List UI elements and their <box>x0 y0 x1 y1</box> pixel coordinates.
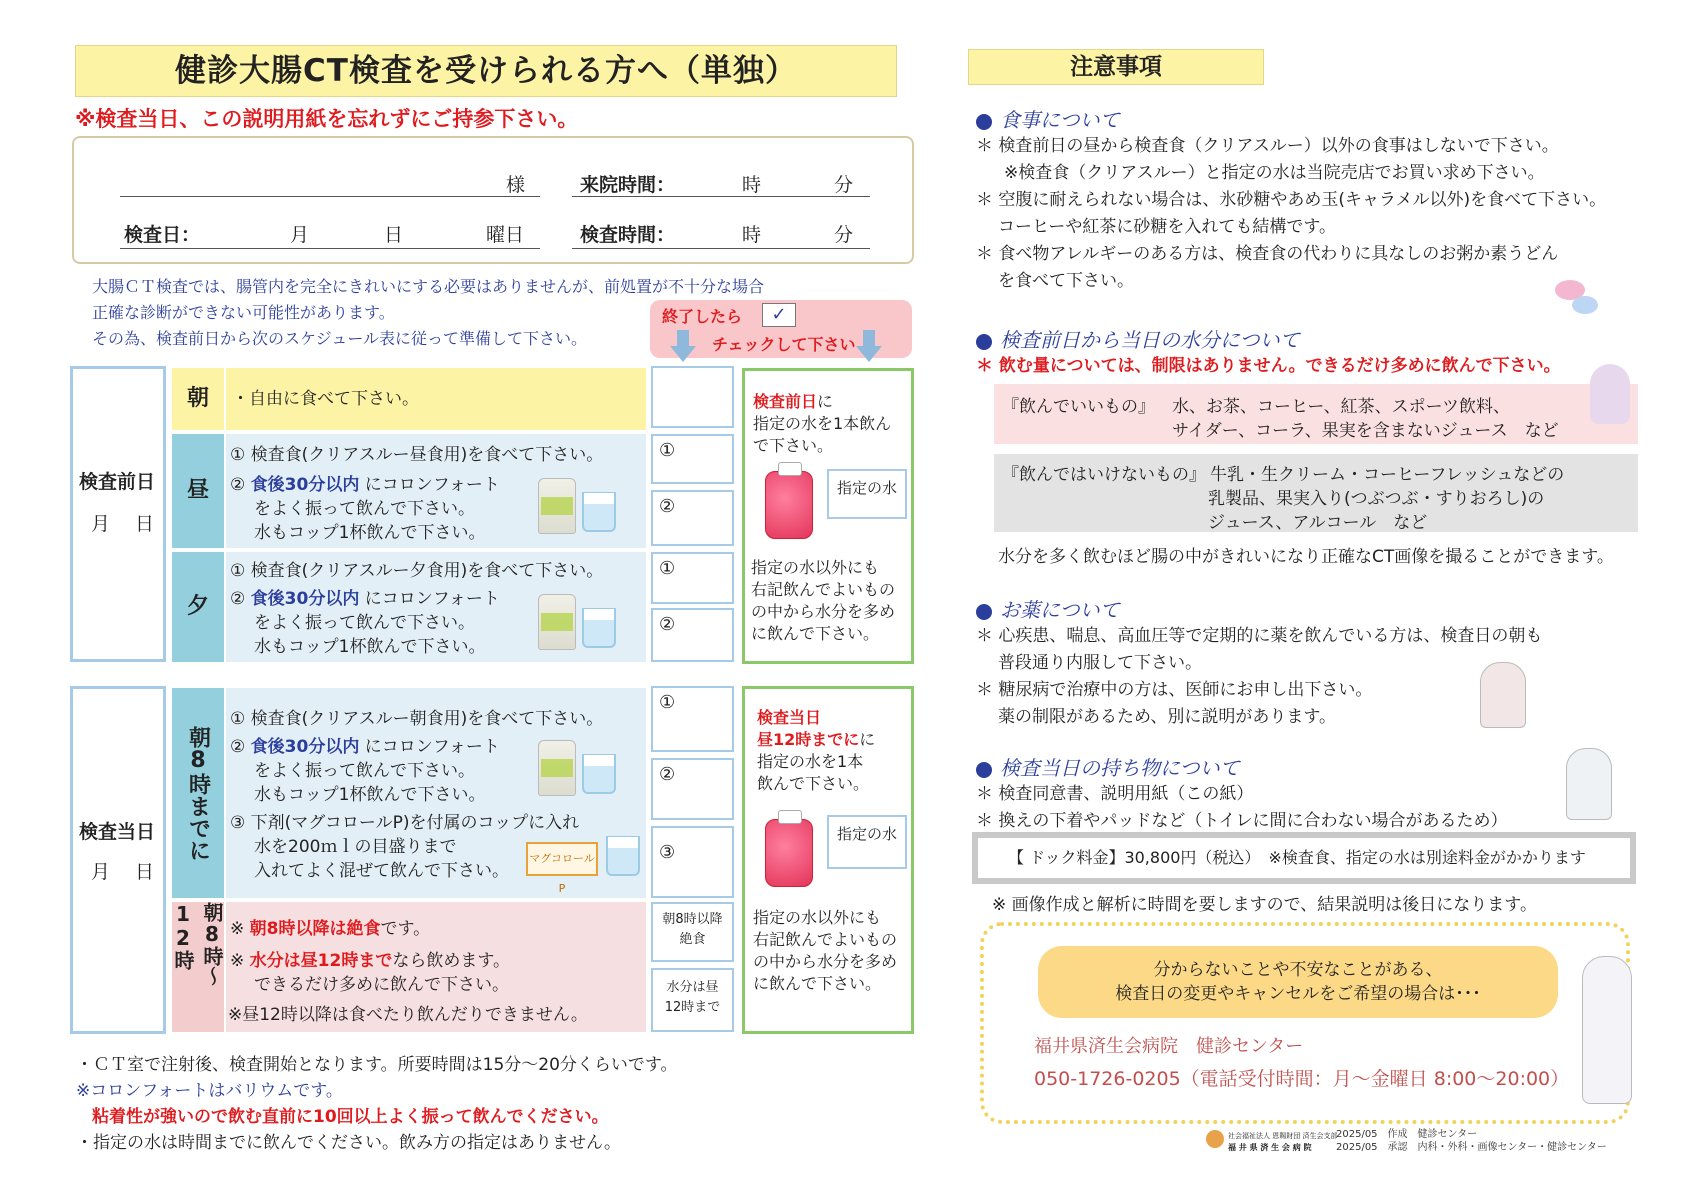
name-line <box>120 196 540 197</box>
footer-notes <box>76 1052 678 1156</box>
water-check-box[interactable] <box>651 968 734 1032</box>
water-other-line: 右記飲んでよいもの <box>753 930 898 949</box>
water-label: 指定の水 <box>827 469 907 519</box>
check-box[interactable] <box>651 366 734 428</box>
weekday-label: 曜日 <box>486 224 525 246</box>
check-box[interactable]: ① <box>651 434 734 484</box>
bubble-line: 検査日の変更やキャンセルをご希望の場合は･･･ <box>1115 984 1481 1004</box>
water-head: 検査前日から当日の水分について <box>1000 328 1300 352</box>
coronfort-bottle-icon <box>538 594 576 650</box>
water-text: 指定の水を1本 <box>757 752 864 771</box>
day-of-date: 月 日 <box>91 861 155 883</box>
fast-check-box[interactable] <box>651 902 734 962</box>
ng-line: ジュース、アルコール など <box>1208 513 1428 533</box>
belongings-line: ＊ 換えの下着やパッドなど（トイレに間に合わない場合があるため） <box>976 811 1508 831</box>
water-text: 昼12時までにに <box>757 730 876 749</box>
date-line: 2025/05 作成 健診センター <box>1336 1129 1478 1140</box>
num: ② <box>230 589 251 609</box>
hospital-logo-icon <box>1206 1130 1224 1148</box>
hiru-line: ① 検査食(クリアスルー昼食用)を食べて下さい。 <box>230 445 604 465</box>
water-after: 水分を多く飲むほど腸の中がきれいになり正確なCT画像を撮ることができます。 <box>998 547 1614 567</box>
asa8-content <box>226 688 646 898</box>
raiin-label: 来院時間： <box>580 174 676 196</box>
water-other-line: に飲んで下さい。 <box>751 624 880 643</box>
asa812-tag: 朝8時〜12時 <box>172 902 224 1032</box>
check-box[interactable]: ② <box>651 608 734 662</box>
medicine-line: ＊ 糖尿病で治療中の方は、医師にお申し出下さい。 <box>976 680 1373 700</box>
water-text: で下さい。 <box>753 436 834 455</box>
yu-line: 水もコップ1杯飲んで下さい。 <box>254 637 486 657</box>
water-box-before <box>742 368 914 664</box>
coronfort: にコロンフォート <box>359 737 500 757</box>
bullet-icon <box>976 604 992 620</box>
belongings-heading <box>976 752 1508 781</box>
meal-head: 食事について <box>1000 108 1120 132</box>
meal-line: ＊ 食べ物アレルギーのある方は、検査食の代わりに具なしのお粥か素うどん <box>976 244 1559 264</box>
magcorol-box: マグコロールP <box>526 842 598 876</box>
asa8-line: ③ 下剤(マグコロールP)を付属のコップに入れ <box>230 813 580 833</box>
medicine-line: 薬の制限があるため、別に説明があります。 <box>998 707 1336 727</box>
phone-number[interactable]: 050-1726-0205（電話受付時間：月〜金曜日 8:00〜20:00） <box>1034 1068 1570 1090</box>
kensa-line <box>572 248 870 249</box>
water-text <box>753 389 833 412</box>
day-label: 日 <box>384 224 404 246</box>
ok-line: サイダー、コーラ、果実を含まないジュース など <box>1172 421 1559 441</box>
desu: です。 <box>380 919 431 939</box>
asa812-line <box>230 946 510 971</box>
hiru-line: 水もコップ1杯飲んで下さい。 <box>254 523 486 543</box>
yu-content <box>226 552 646 662</box>
raiin-line <box>572 196 870 197</box>
kensabi-label: 検査日： <box>124 224 201 246</box>
water-box-dayof <box>742 686 914 1034</box>
patient-form <box>72 136 914 264</box>
page-title: 健診大腸CT検査を受けられる方へ（単独） <box>75 45 897 97</box>
bullet-icon <box>976 334 992 350</box>
bullet-icon <box>976 114 992 130</box>
belongings-head: 検査当日の持ち物について <box>1000 756 1240 780</box>
notes-title: 注意事項 <box>968 49 1264 85</box>
small-line: 絶食 <box>679 932 706 947</box>
nomemasu: なら飲めます。 <box>392 951 510 971</box>
ng-drinks-box <box>994 454 1638 532</box>
water-glass-icon <box>606 836 640 876</box>
coronfort-bottle-icon <box>538 740 576 796</box>
day-before-date: 月 日 <box>91 513 155 535</box>
meal-line: を食べて下さい。 <box>998 271 1134 291</box>
asa812-line: できるだけ多めに飲んで下さい。 <box>254 975 509 995</box>
water-text: 指定の水を1本飲ん <box>753 414 892 433</box>
sama-label: 様 <box>506 174 526 196</box>
water-other <box>753 907 897 995</box>
asa812-content <box>226 902 646 1032</box>
medicine-line: ＊ 心疾患、喘息、高血圧等で定期的に薬を飲んでいる方は、検査日の朝も <box>976 626 1543 646</box>
down-arrow-icon <box>856 330 882 364</box>
asa-tag: 朝 <box>172 368 224 430</box>
water-ni: に <box>817 392 834 411</box>
footer-line: ※コロンフォートはバリウムです。 <box>76 1081 343 1101</box>
day-before-label: 検査前日 <box>79 471 156 493</box>
bubble-line: 分からないことや不安なことがある、 <box>1153 960 1443 980</box>
date-line: 2025/05 承認 内科・外科・画像センター・健診センター <box>1336 1142 1607 1153</box>
meal-line: ※検査食（クリアスルー）と指定の水は当院売店でお買い求め下さい。 <box>1004 163 1545 183</box>
check-box[interactable]: ① <box>651 686 734 752</box>
hiru-line: をよく振って飲んで下さい。 <box>254 499 475 519</box>
hiru-content <box>226 434 646 548</box>
asa812-line <box>230 914 430 939</box>
time-highlight: 食後30分以内 <box>250 589 360 609</box>
mark: ※ <box>230 919 250 939</box>
time-highlight: 食後30分以内 <box>250 475 360 495</box>
meal-line: ＊ 検査前日の昼から検査食（クリアスルー）以外の食事はしないで下さい。 <box>976 136 1559 156</box>
asa812-line: ※昼12時以降は食べたり飲んだりできません。 <box>228 1005 588 1025</box>
yu-line: をよく振って飲んで下さい。 <box>254 613 475 633</box>
contact-bubble <box>1038 946 1558 1018</box>
coronfort: にコロンフォート <box>359 589 500 609</box>
intro-line: その為、検査前日から次のスケジュール表に従って準備して下さい。 <box>92 329 588 348</box>
fee-box: 【 ドック料金】30,800円（税込） ※検査食、指定の水は別途料金がかかります <box>972 832 1636 884</box>
hiru-line <box>230 470 500 495</box>
fast-highlight: 朝8時以降は絶食 <box>249 919 381 939</box>
small-line: 12時まで <box>664 1000 721 1015</box>
water-heading <box>976 324 1561 353</box>
water-red: 検査当日 <box>757 708 822 727</box>
check-label-1: 終了したら <box>662 307 743 326</box>
check-box[interactable]: ② <box>651 490 734 546</box>
small-line: 朝8時以降 <box>662 912 723 927</box>
meal-section <box>976 104 1606 295</box>
day-before-label-box <box>70 366 166 662</box>
hospital-stamp <box>1228 1130 1337 1154</box>
water-glass-icon <box>582 608 616 648</box>
meal-heading <box>976 104 1606 133</box>
water-section <box>976 324 1561 380</box>
candy-icon <box>1572 296 1598 314</box>
water-other-line: に飲んで下さい。 <box>753 974 882 993</box>
elderly-woman-icon <box>1590 364 1630 424</box>
water-text: 飲んで下さい。 <box>757 774 870 793</box>
raiin-ji: 時 <box>742 174 762 196</box>
ng-line: 牛乳・生クリーム・コーヒーフレッシュなどの <box>1210 465 1565 485</box>
water-bottle-icon <box>765 819 813 887</box>
check-box[interactable]: ① <box>651 552 734 604</box>
asa8-line: をよく振って飲んで下さい。 <box>254 761 475 781</box>
date-line <box>120 248 540 249</box>
water-note: ＊ 飲む量については、制限はありません。できるだけ多めに飲んで下さい。 <box>976 356 1561 376</box>
num: ② <box>230 737 251 757</box>
asa-text: ・自由に食べて下さい。 <box>226 368 646 430</box>
check-box[interactable]: ② <box>651 758 734 820</box>
check-box[interactable]: ③ <box>651 826 734 898</box>
water-red: 検査前日 <box>753 392 818 411</box>
ng-label: 『飲んではいけないもの』 <box>1002 465 1206 485</box>
day-of-label-box <box>70 686 166 1034</box>
footer-line: ・指定の水は時間までに飲んでください。飲み方の指定はありません。 <box>76 1133 622 1153</box>
belongings-section <box>976 752 1508 835</box>
meal-line: ＊ 空腹に耐えられない場合は、氷砂糖やあめ玉(キャラメル以外)を食べて下さい。 <box>976 190 1607 210</box>
ok-line: 水、お茶、コーヒー、紅茶、スポーツ飲料、 <box>1172 397 1510 417</box>
asa8-line: ① 検査食(クリアスルー朝食用)を食べて下さい。 <box>230 709 604 729</box>
yu-line: ① 検査食(クリアスルー夕食用)を食べて下さい。 <box>230 561 604 581</box>
asa8-tag: 朝8時までに <box>172 688 224 898</box>
mark: ※ <box>230 951 250 971</box>
day-of-label: 検査当日 <box>79 821 156 843</box>
water-glass-icon <box>582 754 616 794</box>
asa8-line: 入れてよく混ぜて飲んで下さい。 <box>254 861 509 881</box>
medicine-line: 普段通り内服して下さい。 <box>998 653 1202 673</box>
water-bottle-icon <box>765 471 813 539</box>
kensa-fun: 分 <box>834 224 854 246</box>
coronfort: にコロンフォート <box>359 475 500 495</box>
hospital-name: 福井県済生会病院 健診センター <box>1034 1036 1304 1057</box>
water-other-line: の中から水分を多め <box>753 952 898 971</box>
ok-drinks-box <box>994 384 1638 444</box>
doc-dates <box>1336 1128 1607 1154</box>
water-red: 昼12時までに <box>757 730 860 749</box>
contact-box <box>980 922 1630 1124</box>
medicine-head: お薬について <box>1000 598 1120 622</box>
raiin-fun: 分 <box>834 174 854 196</box>
asa8-line: 水もコップ1杯飲んで下さい。 <box>254 785 486 805</box>
yu-tag: 夕 <box>172 552 224 662</box>
month-label: 月 <box>290 224 310 246</box>
stamp-line: 福 井 県 済 生 会 病 院 <box>1228 1143 1312 1152</box>
water-other-line: の中から水分を多め <box>751 602 896 621</box>
result-note: ※ 画像作成と解析に時間を要しますので、結果説明は後日になります。 <box>992 895 1537 915</box>
water-other <box>751 557 895 645</box>
small-line: 水分は昼 <box>666 980 719 995</box>
bring-note: ※検査当日、この説明用紙を忘れずにご持参下さい。 <box>75 107 579 131</box>
checkmark-icon: ✓ <box>762 303 796 327</box>
belongings-line: ＊ 検査同意書、説明用紙（この紙） <box>976 784 1254 804</box>
ng-line: 乳製品、果実入り(つぶつぶ・すりおろし)の <box>1208 489 1545 509</box>
kensa-ji: 時 <box>742 224 762 246</box>
ok-label: 『飲んでいいもの』 <box>1002 397 1155 417</box>
bullet-icon <box>976 762 992 778</box>
stamp-line: 社会福祉法人 恩賜財団 済生会支部 <box>1228 1132 1338 1140</box>
water-glass-icon <box>582 492 616 532</box>
water-other-line: 右記飲んでよいもの <box>751 580 896 599</box>
yu-line <box>230 584 500 609</box>
footer-line: ・ＣＴ室で注射後、検査開始となります。所要時間は15分〜20分くらいです。 <box>76 1055 678 1075</box>
medicine-heading <box>976 594 1542 623</box>
time-highlight: 食後30分以内 <box>250 737 360 757</box>
num: ② <box>230 475 251 495</box>
doctor-icon <box>1566 748 1612 820</box>
coronfort-bottle-icon <box>538 478 576 534</box>
footer-line: 粘着性が強いので飲む直前に10回以上よく振って飲んでください。 <box>92 1107 609 1127</box>
intro-line: 大腸ＣＴ検査では、腸管内を完全にきれいにする必要はありませんが、前処置が不十分な場合 <box>92 277 765 296</box>
intro-line: 正確な診断ができない可能性があります。 <box>92 303 395 322</box>
down-arrow-icon <box>670 330 696 364</box>
hiru-tag: 昼 <box>172 434 224 548</box>
water-highlight: 水分は昼12時まで <box>249 951 393 971</box>
kensajikan-label: 検査時間： <box>580 224 676 246</box>
water-other-line: 指定の水以外にも <box>751 558 880 577</box>
check-label-2: チェックして下さい <box>712 335 856 354</box>
medicine-section <box>976 594 1542 731</box>
asa8-line <box>230 732 500 757</box>
asa8-line: 水を200ｍｌの目盛りまで <box>254 837 457 857</box>
nurse-standing-icon <box>1582 956 1632 1104</box>
nurse-icon <box>1480 662 1526 728</box>
water-label: 指定の水 <box>827 815 907 869</box>
water-other-line: 指定の水以外にも <box>753 908 882 927</box>
meal-line: コーヒーや紅茶に砂糖を入れても結構です。 <box>998 217 1336 237</box>
